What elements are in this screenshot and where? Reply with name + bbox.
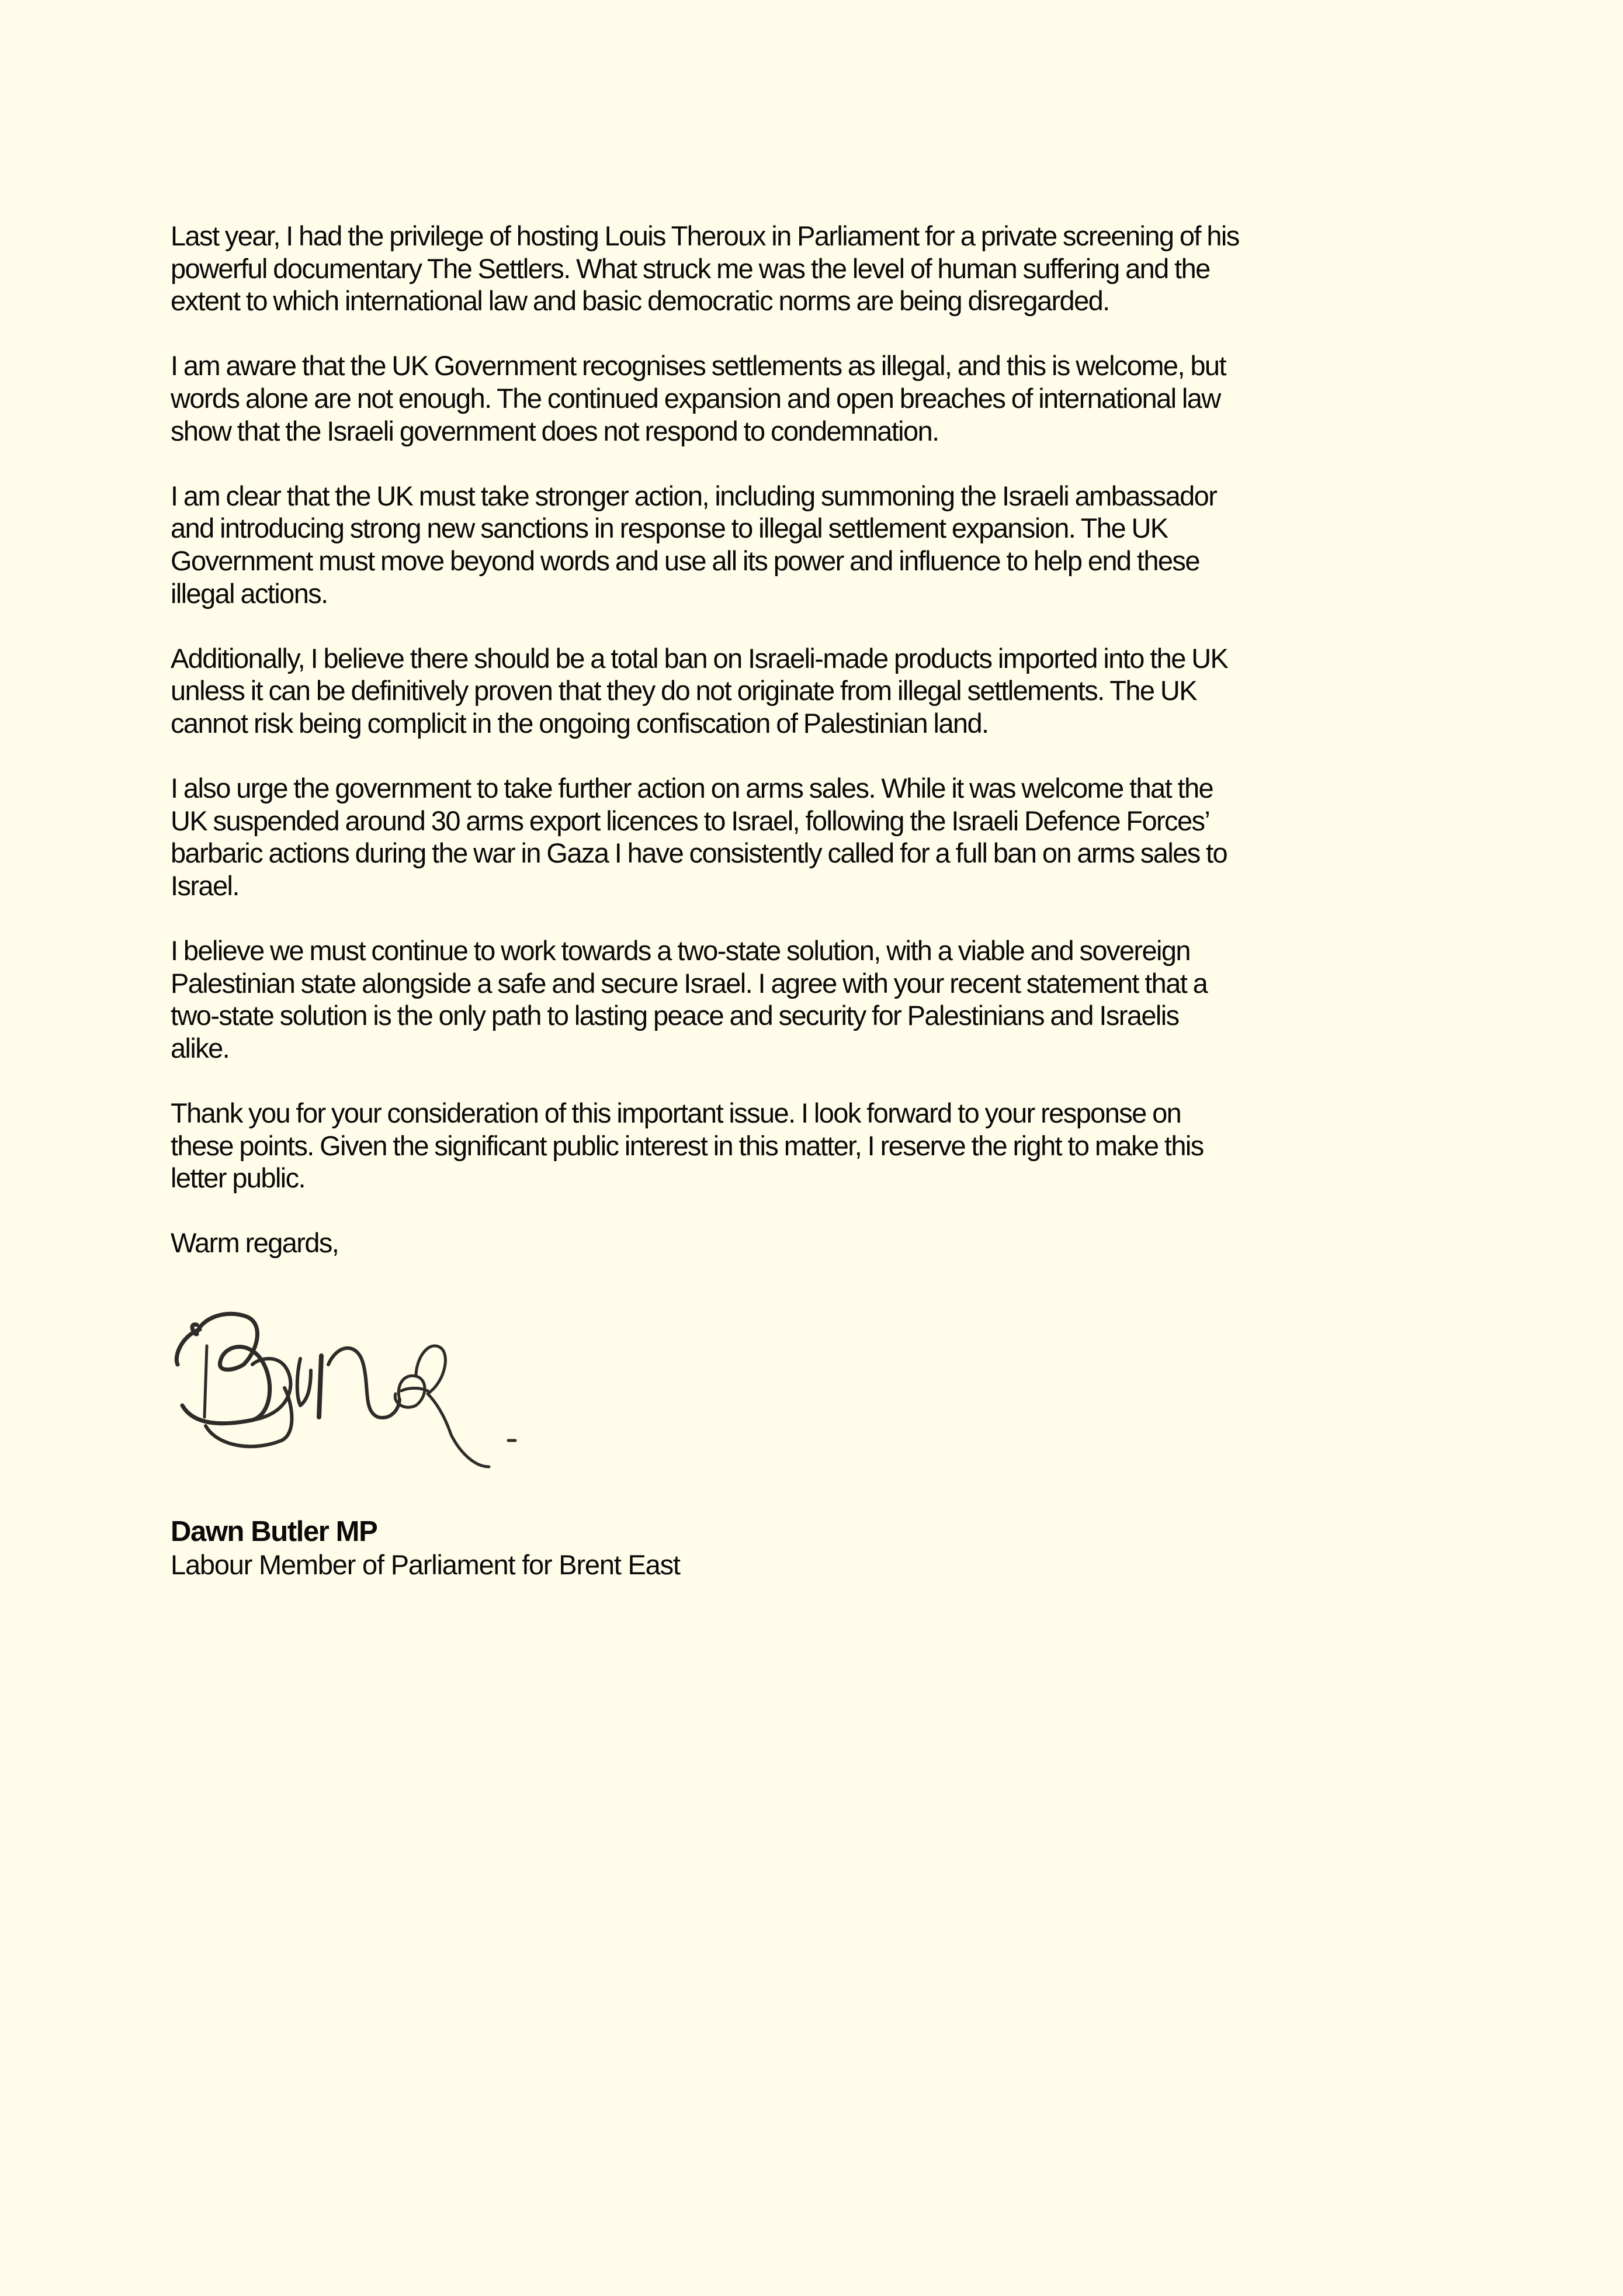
paragraph-line: cannot risk being complicit in the ongoing confiscation of Palestinian land. [171,707,989,739]
paragraph-line: Last year, I had the privilege of hosting Louis Theroux in Parliament for a private screening of his [171,220,1239,251]
paragraph-line: extent to which international law and basic democratic norms are being disregarded. [171,285,1109,317]
handwritten-signature-icon [171,1300,533,1476]
paragraph-two-state-solution [171,934,1468,1064]
paragraph-product-ban [171,642,1468,740]
paragraph-thank-you [171,1097,1468,1194]
paragraph-theroux-screening [171,220,1468,317]
paragraph-line: I am aware that the UK Government recognises settlements as illegal, and this is welcome, but [171,350,1226,382]
paragraph-line: alike. [171,1032,230,1064]
paragraph-line: Israel. [171,870,239,901]
signer-title: Labour Member of Parliament for Brent East [171,1549,680,1580]
letter-body [171,220,1468,1259]
paragraph-line: I also urge the government to take further action on arms sales. While it was welcome that the [171,773,1213,804]
paragraph-line: two-state solution is the only path to lasting peace and security for Palestinians and Israelis [171,1000,1179,1031]
paragraph-settlements-illegal [171,349,1468,447]
paragraph-line: show that the Israeli government does not respond to condemnation. [171,415,939,446]
paragraph-line: illegal actions. [171,577,328,609]
paragraph-line: Government must move beyond words and use all its power and influence to help end these [171,545,1199,576]
paragraph-stronger-action [171,480,1468,610]
paragraph-line: I am clear that the UK must take stronger action, including summoning the Israeli ambassador [171,480,1217,511]
paragraph-line: these points. Given the significant public interest in this matter, I reserve the right to make this [171,1130,1204,1161]
paragraph-line: unless it can be definitively proven that they do not originate from illegal settlements. The UK [171,675,1197,707]
paragraph-line: UK suspended around 30 arms export licences to Israel, following the Israeli Defence Forces’ [171,805,1210,836]
paragraph-line: barbaric actions during the war in Gaza I have consistently called for a full ban on arms sales to [171,837,1227,869]
paragraph-line: and introducing strong new sanctions in response to illegal settlement expansion. The UK [171,512,1168,544]
paragraph-line: letter public. [171,1162,306,1194]
paragraph-line: Thank you for your consideration of this important issue. I look forward to your response on [171,1097,1181,1129]
paragraph-arms-sales [171,772,1468,902]
signer-name: Dawn Butler MP [171,1516,377,1547]
closing-salutation: Warm regards, [171,1227,339,1259]
paragraph-line: Additionally, I believe there should be a total ban on Israeli-made products imported into the UK [171,642,1228,674]
paragraph-line: I believe we must continue to work towards a two-state solution, with a viable and sovereign [171,935,1190,967]
paragraph-line: powerful documentary The Settlers. What struck me was the level of human suffering and the [171,252,1210,284]
signer-block [171,1515,680,1581]
paragraph-line: words alone are not enough. The continued expansion and open breaches of international law [171,382,1220,414]
paragraph-line: Palestinian state alongside a safe and secure Israel. I agree with your recent statement that a [171,967,1208,999]
